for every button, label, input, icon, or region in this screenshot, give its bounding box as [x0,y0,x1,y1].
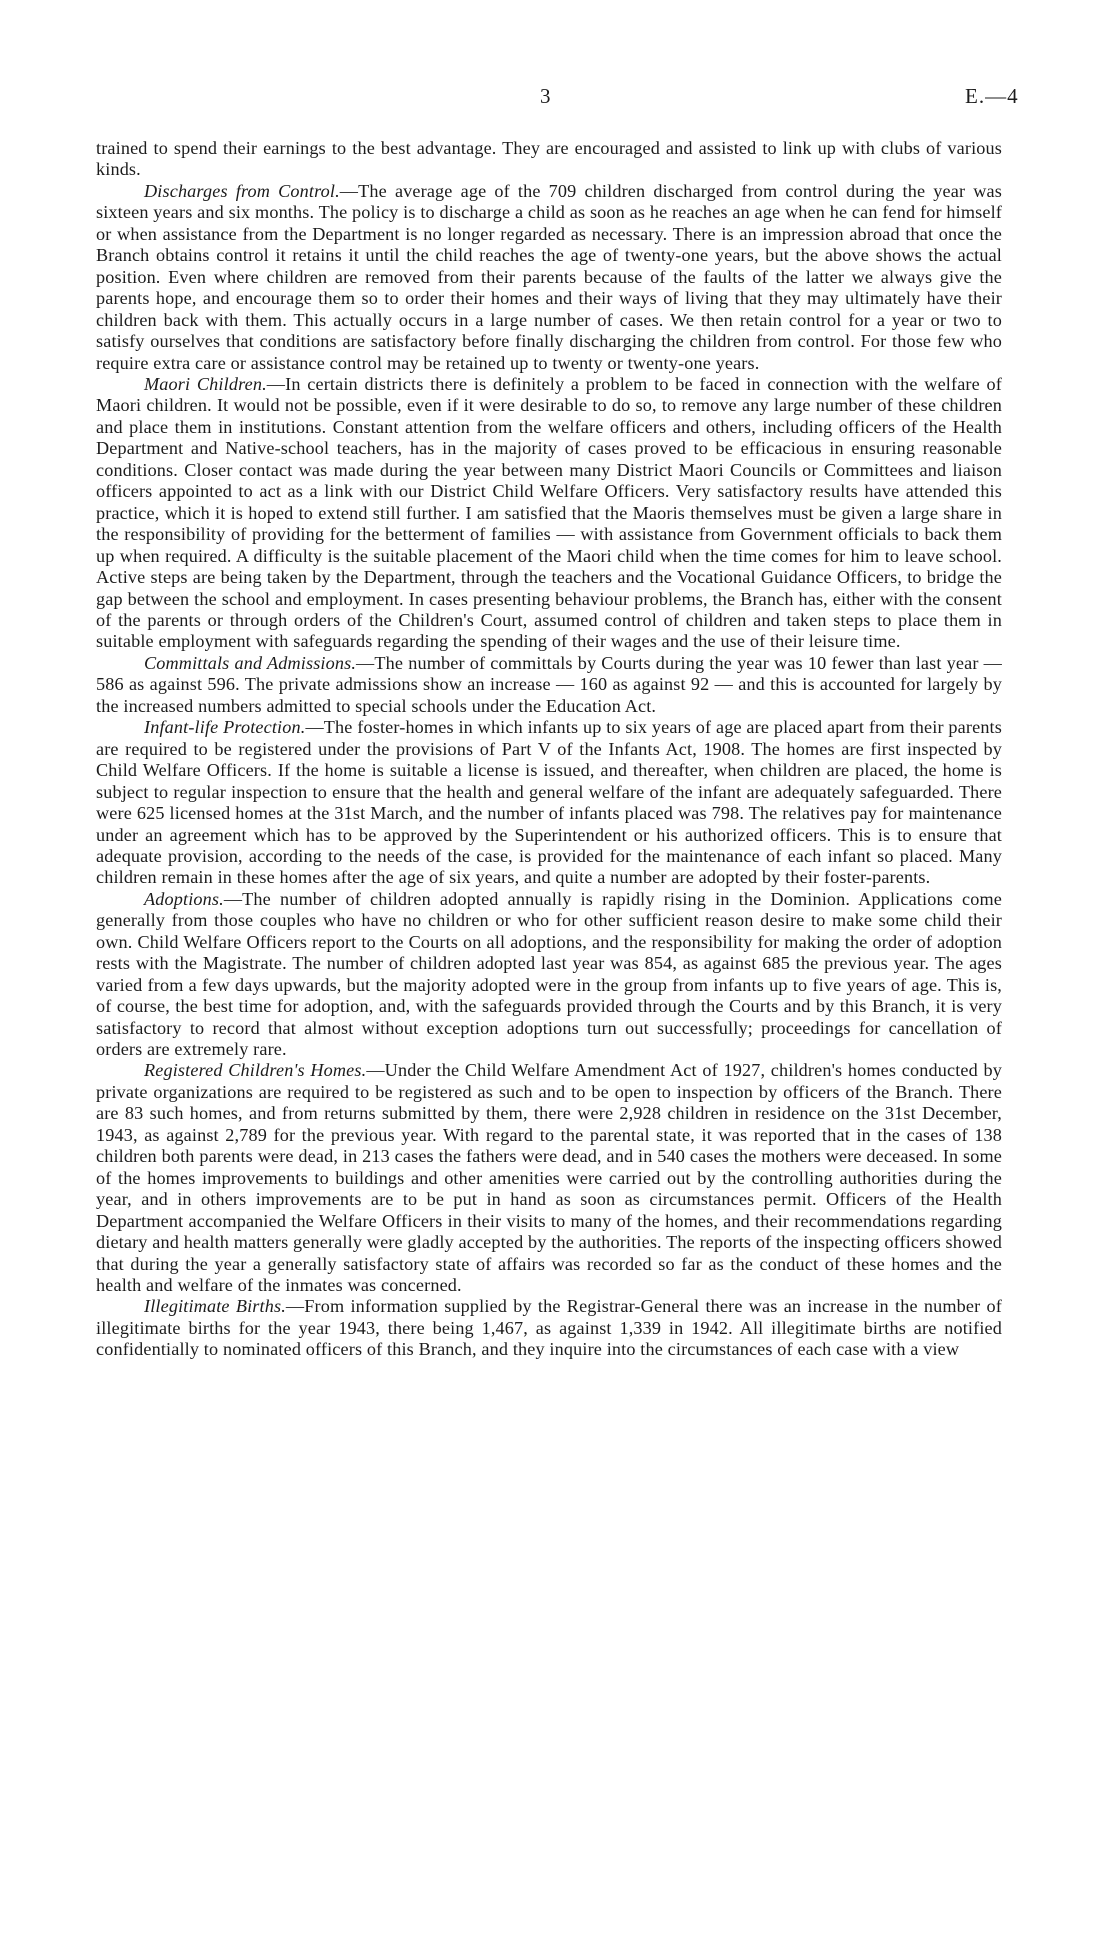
paragraph-illegitimate-births [96,1296,1002,1360]
paragraph-adoptions [96,889,1002,1061]
paragraph-heading: Discharges from Control. [144,180,340,201]
document-code: E.—4 [965,84,1019,108]
paragraph-text: trained to spend their earnings to the best advantage. They are encouraged and assisted to link up with clubs of various kinds. [96,138,1002,180]
paragraph-heading: Committals and Admissions. [144,652,357,673]
paragraph-heading: Maori Children. [144,373,267,394]
paragraph-text: —Under the Child Welfare Amendment Act of 1927, children's homes conducted by private organizations are required to be registered as such and to be open to inspection by officers of the Branch. There are 83 such homes, and from returns submitted by them, there were 2,928 children in residence on the 31st December, 1943, as against 2,789 for the previous year. With regard to the parental state, it was reported that in the cases of 138 children both parents were dead, in 213 cases the fathers were dead, and in 540 cases the mothers were deceased. In some of the homes improvements to buildings and other amenities were carried out by the controlling authorities during the year, and in others improvements are to be put in hand as soon as circumstances permit. Officers of the Health Department accompanied the Welfare Officers in their visits to many of the homes, and their recommendations regarding dietary and health matters generally were gladly accepted by the authorities. The reports of the inspecting officers showed that during the year a generally satisfactory state of affairs was recorded so far as the conduct of these homes and the health and welfare of the inmates was concerned. [96,1060,1002,1296]
paragraph-heading: Registered Children's Homes. [144,1060,367,1081]
paragraph-text: —The foster-homes in which infants up to six years of age are placed apart from their parents are required to be registered under the provisions of Part V of the Infants Act, 1908. The homes are first inspected by Child Welfare Officers. If the home is suitable a license is issued, and thereafter, when children are placed, the home is subject to regular inspection to ensure that the health and general welfare of the infant are adequately safeguarded. There were 625 licensed homes at the 31st March, and the number of infants placed was 798. The relatives pay for maintenance under an agreement which has to be approved by the Superintendent or his authorized officers. This is to ensure that adequate provision, according to the needs of the case, is provided for the maintenance of each infant so placed. Many children remain in these homes after the age of six years, and quite a number are adopted by their foster-parents. [96,717,1002,888]
paragraph-text: —The number of children adopted annually is rapidly rising in the Dominion. Applications come generally from those couples who have no children or who for other sufficient reason desire to make some child their own. Child Welfare Officers report to the Courts on all adoptions, and the responsibility for making the order of adoption rests with the Magistrate. The number of children adopted last year was 854, as against 685 the previous year. The ages varied from a few days upwards, but the majority adopted were in the group from infants up to five years of age. This is, of course, the best time for adoption, and, with the safeguards provided through the Courts and by this Branch, it is very satisfactory to record that almost without exception adoptions turn out successfully; proceedings for cancellation of orders are extremely rare. [96,888,1002,1060]
page-number: 3 [540,84,551,108]
paragraph-maori-children [96,374,1002,653]
paragraph-continuation [96,138,1002,181]
paragraph-heading: Illegitimate Births. [144,1296,286,1317]
paragraph-heading: Infant-life Protection. [144,717,306,738]
paragraph-text: —From information supplied by the Registrar-General there was an increase in the number of illegitimate births for the year 1943, there being 1,467, as against 1,339 in 1942. All illegitimate births are notified confidentially to nominated officers of this Branch, and they inquire into the circumstances of each case with a view [96,1296,1002,1360]
paragraph-text: —The average age of the 709 children discharged from control during the year was sixteen years and six months. The policy is to discharge a child as soon as he reaches an age when he can fend for himself or when assistance from the Department is no longer regarded as necessary. There is an impression abroad that once the Branch obtains control it retains it until the child reaches the age of twenty-one years, but the above shows the actual position. Even where children are removed from their parents because of the faults of the latter we always give the parents hope, and encourage them so to order their homes and their ways of living that they may ultimately have their children back with them. This actually occurs in a large number of cases. We then retain control for a year or two to satisfy ourselves that conditions are satisfactory before finally discharging the children from control. For those few who require extra care or assistance control may be retained up to twenty or twenty-one years. [96,180,1002,373]
paragraph-heading: Adoptions. [144,888,224,909]
body-text [96,138,1002,1361]
paragraph-committals [96,653,1002,717]
paragraph-registered-homes [96,1060,1002,1296]
paragraph-infant-life [96,717,1002,889]
paragraph-discharges [96,181,1002,374]
paragraph-text: —The number of committals by Courts during the year was 10 fewer than last year — 586 as against 596. The private admissions show an increase — 160 as against 92 — and this is accounted for largely by the increased numbers admitted to special schools under the Education Act. [96,652,1002,716]
paragraph-text: —In certain districts there is definitely a problem to be faced in connection with the welfare of Maori children. It would not be possible, even if it were desirable to do so, to remove any large number of these children and place them in institutions. Constant attention from the welfare officers and others, including officers of the Health Department and Native-school teachers, has in the majority of cases proved to be efficacious in ensuring reasonable conditions. Closer contact was made during the year between many District Maori Councils or Committees and liaison officers appointed to act as a link with our District Child Welfare Officers. Very satisfactory results have attended this practice, which it is hoped to extend still further. I am satisfied that the Maoris themselves must be given a large share in the responsibility of providing for the betterment of families — with assistance from Government officials to back them up when required. A difficulty is the suitable placement of the Maori child when the time comes for him to leave school. Active steps are being taken by the Department, through the teachers and the Vocational Guidance Officers, to bridge the gap between the school and employment. In cases presenting behaviour problems, the Branch has, either with the consent of the parents or through orders of the Children's Court, assumed control of children and taken steps to place them in suitable employment with safeguards regarding the spending of their wages and the use of their leisure time. [96,373,1002,652]
